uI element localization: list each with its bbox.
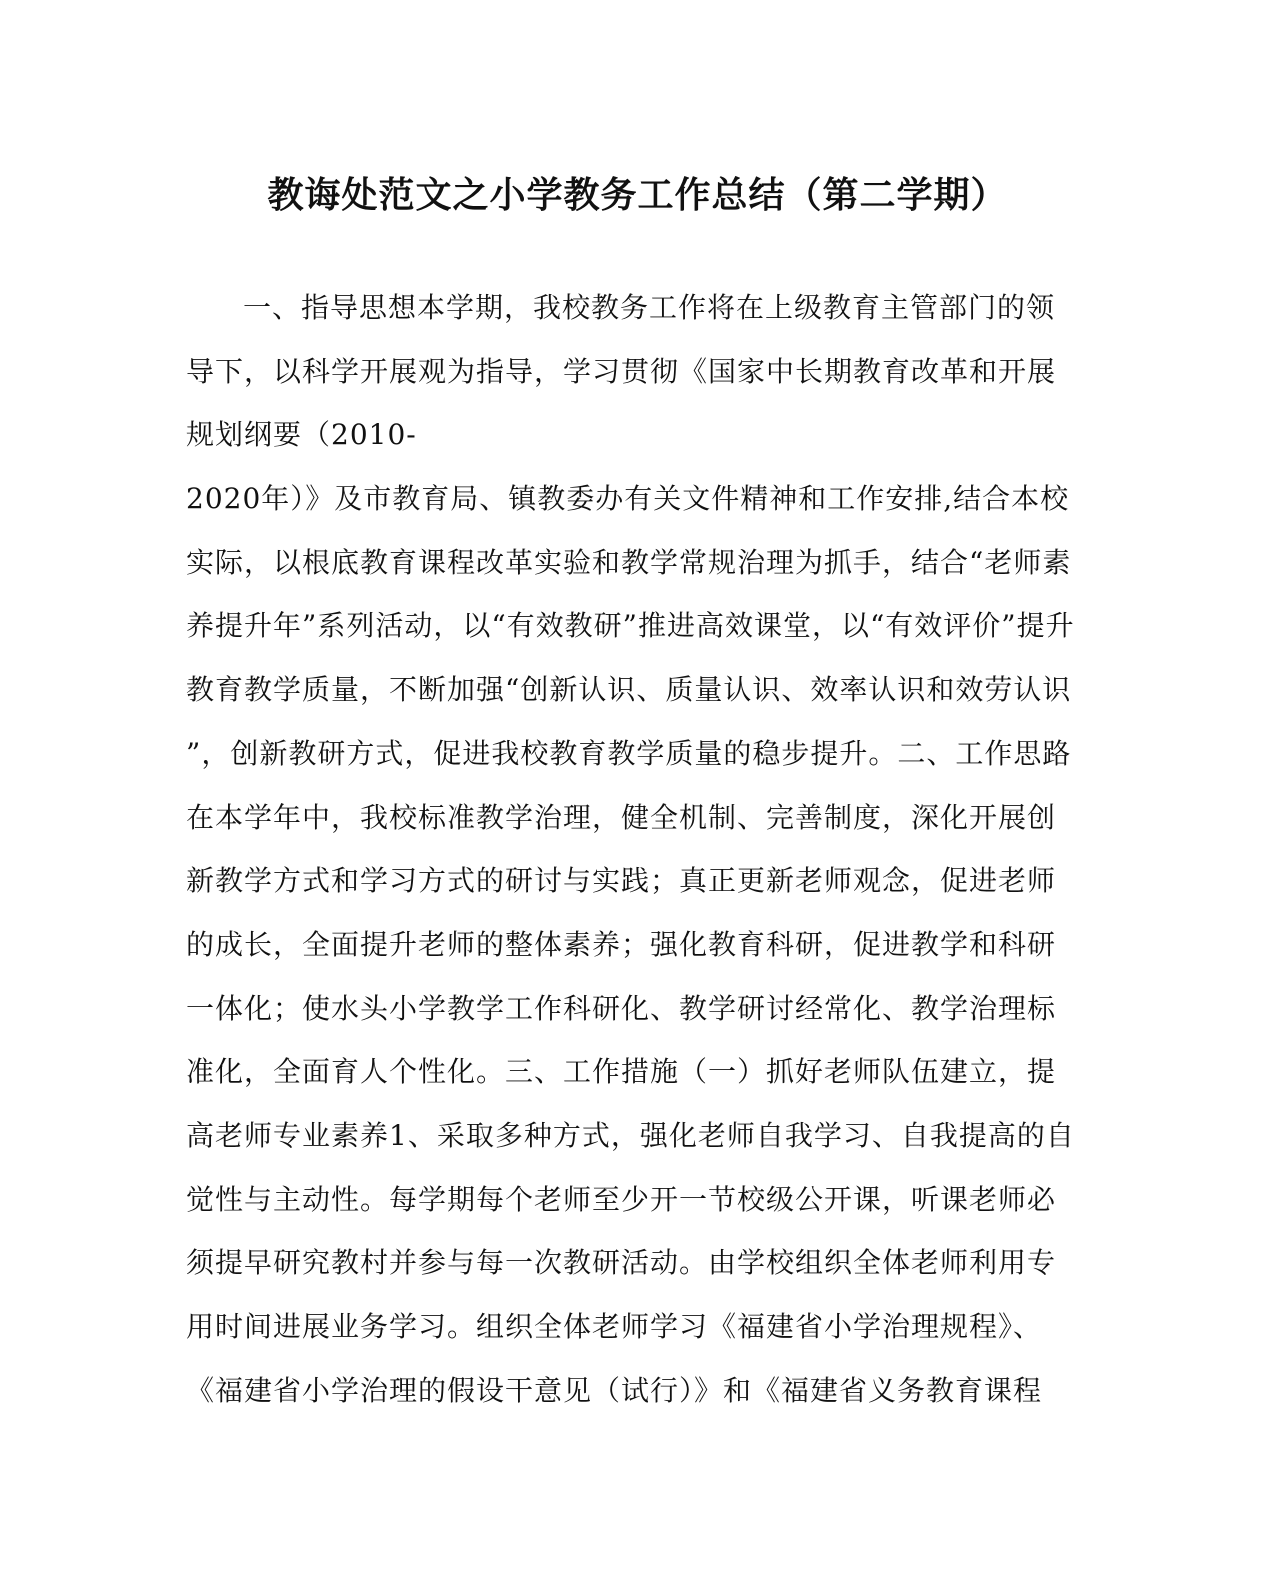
paragraph-line: 一、指导思想本学期，我校教务工作将在上级教育主管部门的领 [243,291,1056,324]
paragraph-line: 2020年）》及市教育局、镇教委办有关文件精神和工作安排,结合本校 [186,482,1070,516]
paragraph-line: 用时间进展业务学习。组织全体老师学习《福建省小学治理规程》、 [186,1310,1043,1343]
paragraph-line: 新教学方式和学习方式的研讨与实践；真正更新老师观念，促进老师 [186,864,1057,898]
paragraph-line: 须提早研究教村并参与每一次教研活动。由学校组织全体老师利用专 [186,1246,1057,1280]
paragraph-line: 导下，以科学开展观为指导，学习贯彻《国家中长期教育改革和开展 [186,354,1057,388]
paragraph-line: 《福建省小学治理的假设干意见（试行）》和《福建省义务教育课程 [186,1373,1043,1407]
paragraph-line: 高老师专业素养1、采取多种方式，强化老师自我学习、自我提高的自 [186,1118,1075,1152]
paragraph-line: ”，创新教研方式，促进我校教育教学质量的稳步提升。二、工作思路 [186,736,1072,770]
document-title: 教诲处范文之小学教务工作总结（第二学期） [267,174,1008,216]
paragraph-line: 一体化；使水头小学教学工作科研化、教学研讨经常化、教学治理标 [186,991,1057,1025]
document-body [186,276,1075,1422]
paragraph-line: 养提升年”系列活动，以“有效教研”推进高效课堂，以“有效评价”提升 [186,609,1075,643]
paragraph-line: 准化，全面育人个性化。三、工作措施（一）抓好老师队伍建立，提 [186,1055,1057,1089]
paragraph-line: 实际，以根底教育课程改革实验和教学常规治理为抓手，结合“老师素 [186,545,1072,579]
paragraph-line: 教育教学质量，不断加强“创新认识、质量认识、效率认识和效劳认识 [186,673,1072,707]
paragraph-line: 觉性与主动性。每学期每个老师至少开一节校级公开课，听课老师必 [186,1182,1057,1216]
paragraph-line: 在本学年中，我校标准教学治理，健全机制、完善制度，深化开展创 [186,800,1057,834]
paragraph-line: 规划纲要（2010- [186,418,417,452]
paragraph-line: 的成长，全面提升老师的整体素养；强化教育科研，促进教学和科研 [186,927,1057,961]
